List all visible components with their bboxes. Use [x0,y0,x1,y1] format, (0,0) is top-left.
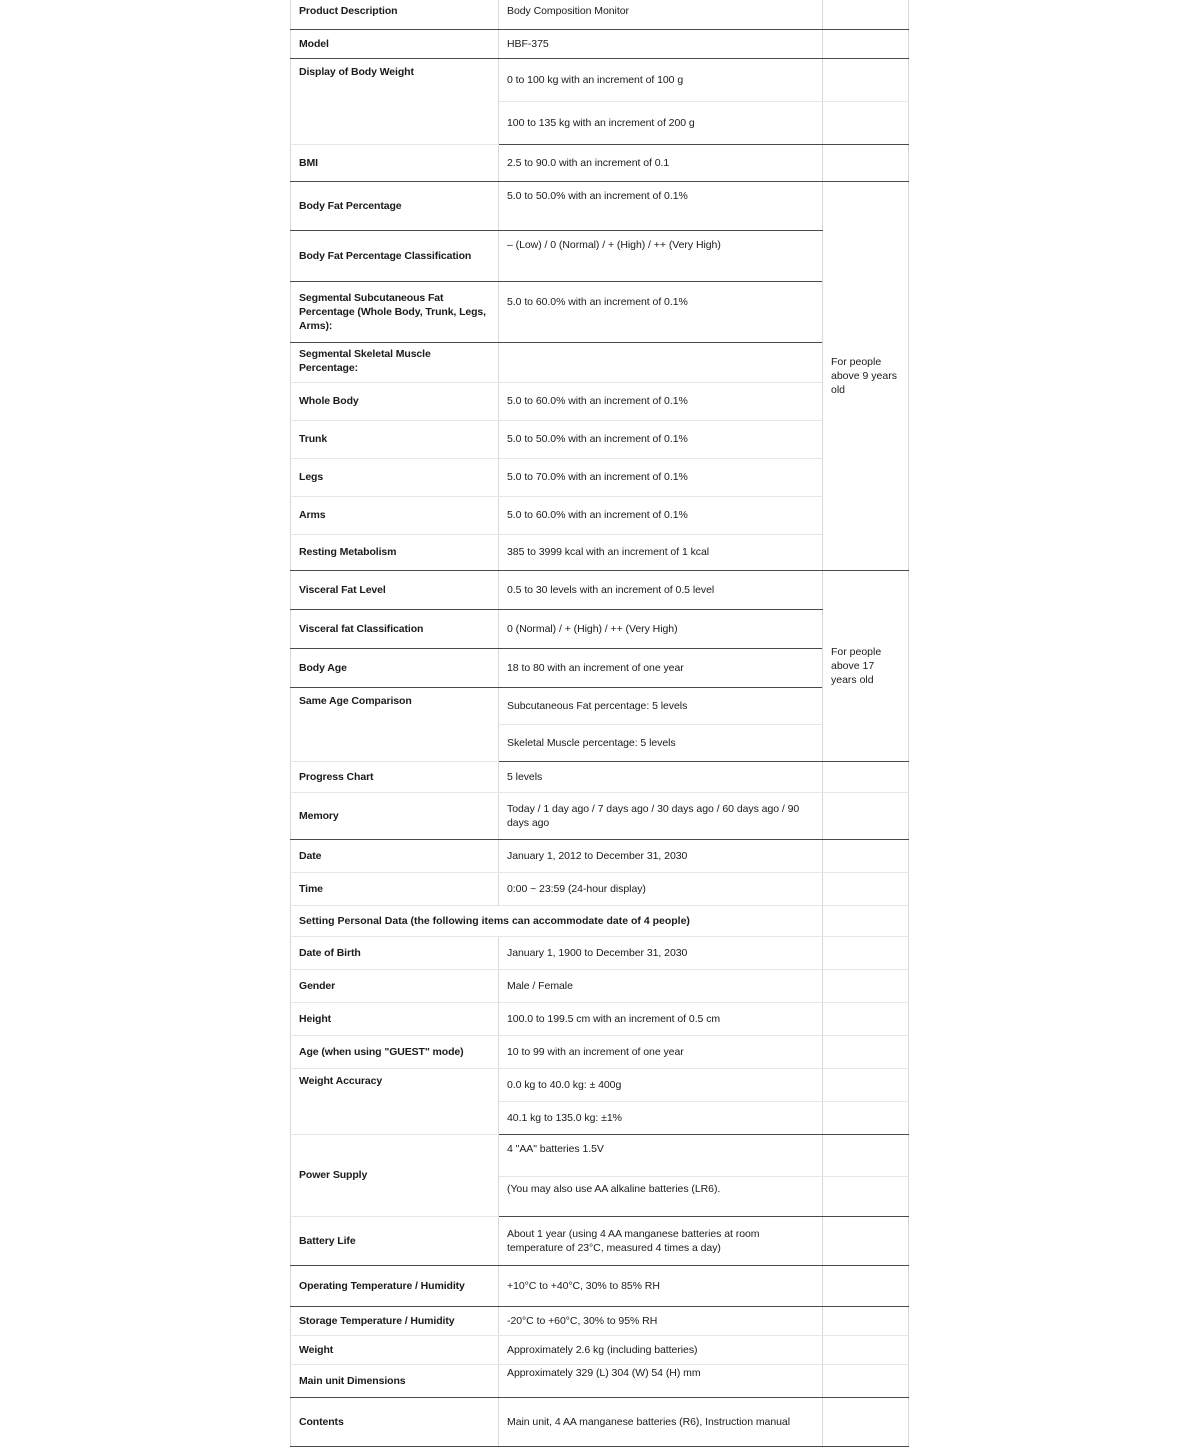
row-note [823,1307,909,1336]
row-label: Storage Temperature / Humidity [291,1307,499,1336]
table-row [291,145,909,182]
row-note [823,30,909,59]
row-note [823,1036,909,1069]
row-value: 18 to 80 with an increment of one year [499,649,823,688]
row-value: 5 levels [499,762,823,793]
row-label: Visceral fat Classification [291,610,499,649]
row-note [823,102,909,145]
row-label: Weight Accuracy [291,1069,499,1135]
row-value: 5.0 to 50.0% with an increment of 0.1% [499,421,823,459]
row-label: Body Age [291,649,499,688]
row-value: Subcutaneous Fat percentage: 5 levels [499,688,823,725]
row-label: Product Description [291,0,499,30]
row-label: Legs [291,459,499,497]
table-row [291,762,909,793]
row-note [823,873,909,906]
row-note [823,1398,909,1447]
row-value: January 1, 2012 to December 31, 2030 [499,840,823,873]
table-row [291,840,909,873]
row-label: Weight [291,1336,499,1365]
table-row [291,1003,909,1036]
table-row [291,1307,909,1336]
row-value: About 1 year (using 4 AA manganese batteries at room temperature of 23°C, measured 4 times a day) [499,1217,823,1266]
row-label: Same Age Comparison [291,688,499,762]
row-value: 100.0 to 199.5 cm with an increment of 0.5 cm [499,1003,823,1036]
row-value: +10°C to +40°C, 30% to 85% RH [499,1266,823,1307]
row-label: Age (when using "GUEST" mode) [291,1036,499,1069]
row-note [823,762,909,793]
row-note [823,1069,909,1102]
table-row [291,30,909,59]
row-label: Memory [291,793,499,840]
row-label: Progress Chart [291,762,499,793]
row-label: Whole Body [291,383,499,421]
table-row [291,688,909,725]
row-note [823,1003,909,1036]
row-value: 0:00 ~ 23:59 (24-hour display) [499,873,823,906]
table-row [291,1036,909,1069]
table-row [291,497,909,535]
table-row [291,1266,909,1307]
table-row [291,937,909,970]
row-value: 10 to 99 with an increment of one year [499,1036,823,1069]
row-value: – (Low) / 0 (Normal) / + (High) / ++ (Very High) [499,231,823,282]
table-row [291,535,909,571]
row-value: 40.1 kg to 135.0 kg: ±1% [499,1102,823,1135]
row-label: Body Fat Percentage Classification [291,231,499,282]
row-value: Today / 1 day ago / 7 days ago / 30 days ago / 60 days ago / 90 days ago [499,793,823,840]
table-row [291,1217,909,1266]
row-value: Main unit, 4 AA manganese batteries (R6), Instruction manual [499,1398,823,1447]
row-label: Resting Metabolism [291,535,499,571]
table-row [291,459,909,497]
table-row [291,1336,909,1365]
row-value: Approximately 2.6 kg (including batteries) [499,1336,823,1365]
row-value: 385 to 3999 kcal with an increment of 1 kcal [499,535,823,571]
row-value [499,343,823,383]
row-label: Segmental Skeletal Muscle Percentage: [291,343,499,383]
row-value: 5.0 to 50.0% with an increment of 0.1% [499,182,823,231]
row-note [823,970,909,1003]
row-value: Body Composition Monitor [499,0,823,30]
row-label: Height [291,1003,499,1036]
row-value: Approximately 329 (L) 304 (W) 54 (H) mm [499,1365,823,1398]
row-label: Display of Body Weight [291,59,499,145]
table-row [291,383,909,421]
row-value: 100 to 135 kg with an increment of 200 g [499,102,823,145]
row-value: 5.0 to 60.0% with an increment of 0.1% [499,282,823,343]
table-row-section-header [291,906,909,937]
row-label: BMI [291,145,499,182]
row-value: 0 (Normal) / + (High) / ++ (Very High) [499,610,823,649]
specification-table [290,0,909,1447]
table-row [291,0,909,30]
row-label: Date [291,840,499,873]
section-header-personal-data: Setting Personal Data (the following items can accommodate date of 4 people) [291,906,823,937]
row-note [823,0,909,30]
row-label: Segmental Subcutaneous Fat Percentage (Whole Body, Trunk, Legs, Arms): [291,282,499,343]
row-note [823,906,909,937]
table-row [291,282,909,343]
row-note [823,59,909,102]
row-note [823,1102,909,1135]
table-row [291,793,909,840]
row-value: Skeletal Muscle percentage: 5 levels [499,725,823,762]
row-label: Time [291,873,499,906]
row-note [823,793,909,840]
row-label: Arms [291,497,499,535]
row-label: Contents [291,1398,499,1447]
row-value: 5.0 to 70.0% with an increment of 0.1% [499,459,823,497]
row-note [823,1217,909,1266]
table-row [291,1365,909,1398]
row-value: January 1, 1900 to December 31, 2030 [499,937,823,970]
row-label: Gender [291,970,499,1003]
row-label: Body Fat Percentage [291,182,499,231]
row-value: 5.0 to 60.0% with an increment of 0.1% [499,383,823,421]
row-note [823,145,909,182]
table-row [291,1135,909,1177]
row-value: (You may also use AA alkaline batteries (LR6). [499,1177,823,1217]
table-row [291,421,909,459]
row-value: -20°C to +60°C, 30% to 95% RH [499,1307,823,1336]
row-value: 0.0 kg to 40.0 kg: ± 400g [499,1069,823,1102]
row-label: Main unit Dimensions [291,1365,499,1398]
row-value: 2.5 to 90.0 with an increment of 0.1 [499,145,823,182]
table-row [291,970,909,1003]
row-note [823,1336,909,1365]
row-note [823,1135,909,1177]
row-value: 4 "AA" batteries 1.5V [499,1135,823,1177]
row-label: Battery Life [291,1217,499,1266]
row-label: Date of Birth [291,937,499,970]
table-row [291,182,909,231]
row-label: Power Supply [291,1135,499,1217]
row-note [823,1365,909,1398]
table-row [291,59,909,102]
row-note [823,937,909,970]
row-value: HBF-375 [499,30,823,59]
row-label: Operating Temperature / Humidity [291,1266,499,1307]
row-value: 5.0 to 60.0% with an increment of 0.1% [499,497,823,535]
note-above-17: For people above 17 years old [823,571,909,762]
row-label: Trunk [291,421,499,459]
table-row [291,1398,909,1447]
row-note [823,1266,909,1307]
row-note [823,1177,909,1217]
row-value: Male / Female [499,970,823,1003]
table-row [291,873,909,906]
note-above-9: For people above 9 years old [823,182,909,571]
row-note [823,840,909,873]
table-row [291,343,909,383]
table-row [291,610,909,649]
table-row [291,571,909,610]
table-row [291,231,909,282]
table-row [291,649,909,688]
table-row [291,1069,909,1102]
row-label: Visceral Fat Level [291,571,499,610]
row-value: 0.5 to 30 levels with an increment of 0.5 level [499,571,823,610]
row-label: Model [291,30,499,59]
row-value: 0 to 100 kg with an increment of 100 g [499,59,823,102]
